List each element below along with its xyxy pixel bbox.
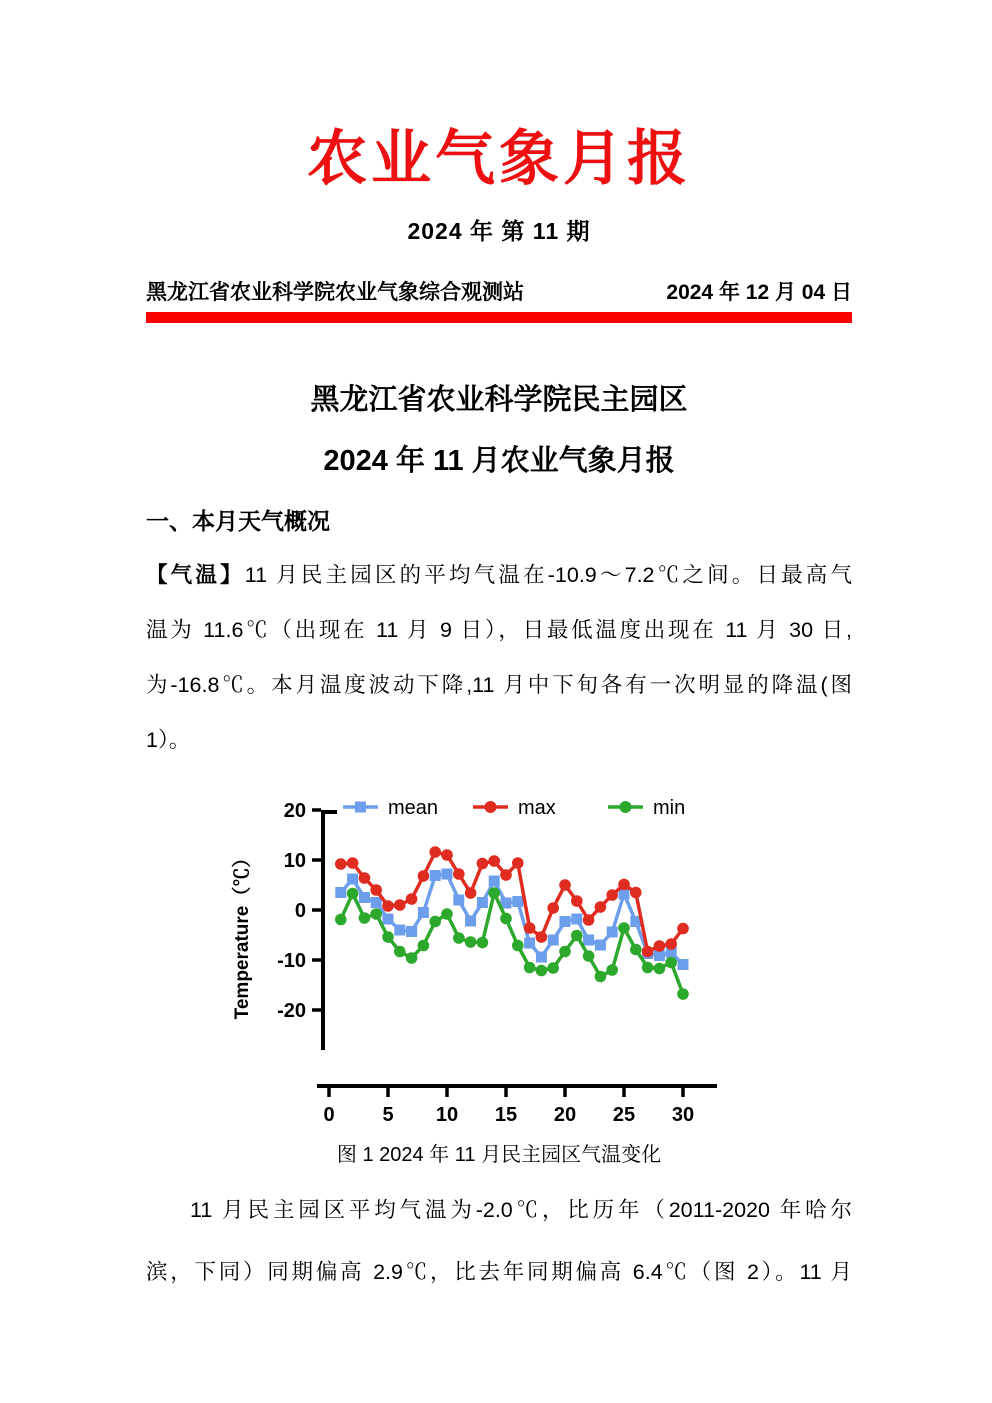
paragraph-line: 1）。 (146, 727, 191, 752)
paragraph-line: 11 月民主园区平均气温为-2.0℃，比历年（2011-2020 年哈尔 (190, 1197, 852, 1222)
section-heading-weather: 一、本月天气概况 (146, 507, 330, 534)
page-content (146, 0, 852, 1303)
svg-text:10: 10 (283, 849, 306, 872)
report-heading-line2: 2024 年 11 月农业气象月报 (323, 444, 675, 477)
svg-text:5: 5 (382, 1103, 394, 1126)
svg-text:20: 20 (283, 799, 306, 822)
station-name: 黑龙江省农业科学院农业气象综合观测站 (146, 281, 524, 304)
svg-text:min: min (653, 796, 686, 819)
svg-text:-10: -10 (277, 949, 306, 972)
issue-line: 2024 年 第 11 期 (407, 218, 591, 244)
figure-1 (220, 774, 740, 1130)
masthead-row (146, 276, 852, 306)
svg-text:mean: mean (388, 796, 439, 819)
paragraph-line: 温为 11.6℃（出现在 11 月 9 日），日最低温度出现在 11 月 30 日, (146, 617, 852, 642)
svg-text:max: max (518, 796, 556, 819)
temperature-label: 【气温】 (146, 562, 245, 587)
paragraph-line: 为-16.8℃。本月温度波动下降,11 月中下旬各有一次明显的降温(图 (146, 672, 852, 697)
svg-text:Temperature（℃）: Temperature（℃） (232, 848, 253, 1019)
paragraph-temperature (146, 548, 852, 768)
paragraph-text: 11 月民主园区的平均气温在-10.9～7.2℃之间。日最高气 (244, 562, 852, 587)
svg-text:10: 10 (435, 1103, 459, 1126)
svg-text:0: 0 (294, 899, 306, 922)
paragraph-line (146, 548, 852, 603)
figure-1-chart (220, 774, 740, 1130)
svg-text:0: 0 (323, 1103, 335, 1126)
paragraph-line: 滨，下同）同期偏高 2.9℃，比去年同期偏高 6.4℃（图 2）。11 月 (146, 1259, 852, 1284)
svg-text:20: 20 (553, 1103, 577, 1126)
report-heading-line1: 黑龙江省农业科学院民主园区 (310, 384, 688, 416)
svg-text:15: 15 (494, 1103, 518, 1126)
document-title: 农业气象月报 (307, 125, 691, 192)
issue-date: 2024 年 12 月 04 日 (666, 281, 852, 304)
svg-text:-20: -20 (277, 999, 306, 1022)
svg-text:30: 30 (671, 1103, 695, 1126)
figure-1-caption: 图 1 2024 年 11 月民主园区气温变化 (336, 1143, 662, 1166)
red-divider-rule (146, 312, 852, 323)
paragraph-comparison (146, 1179, 852, 1303)
svg-text:25: 25 (612, 1103, 636, 1126)
